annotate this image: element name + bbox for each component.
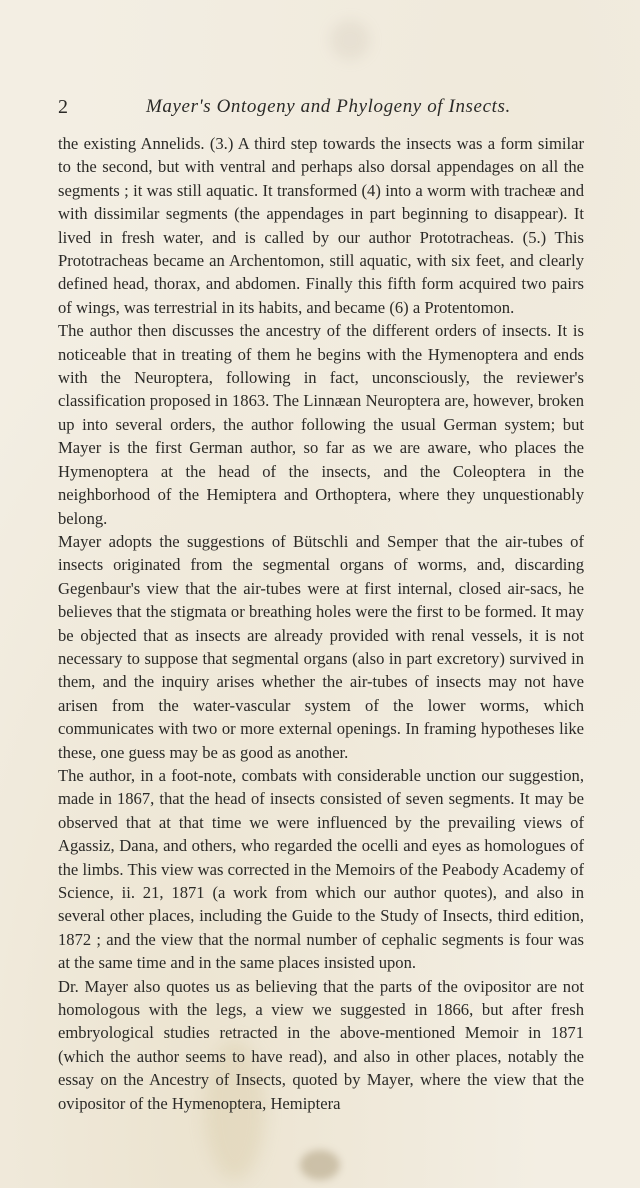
page-header bbox=[58, 96, 588, 120]
page-number: 2 bbox=[58, 96, 68, 118]
paragraph: the existing Annelids. (3.) A third step towards the insects was a form similar to the second, but with ventral and perhaps also dorsal appendages on all the segments ; it was still aquatic. It transformed (4) into a worm with tracheæ and with dissimilar segments (the appendages in part beginning to disappear). It lived in fresh water, and is called by our author Prototracheas. (5.) This Prototracheas became an Archentomon, still aquatic, with six feet, and clearly defined head, thorax, and abdomen. Finally this fifth form acquired two pairs of wings, was terrestrial in its habits, and became (6) a Protentomon. bbox=[58, 134, 584, 317]
paragraph: The author, in a foot-note, combats with considerable unction our suggestion, made in 1867, that the head of insects consisted of seven segments. It may be observed that at that time we were influenced by the prevailing views of Agassiz, Dana, and others, who regarded the ocelli and eyes as homologues of the limbs. This view was corrected in the Memoirs of the Peabody Academy of Science, ii. 21, 1871 (a work from which our author quotes), and also in several other places, including the Guide to the Study of Insects, third edition, 1872 ; and the view that the normal number of cephalic segments is four was at the same time and in the same places insisted upon. bbox=[58, 765, 584, 973]
paragraph: The author then discusses the ancestry of the different orders of insects. It is noticeable that in treating of them he begins with the Hymenoptera and ends with the Neuroptera, following in fact, unconsciously, the reviewer's classification proposed in 1863. The Linnæan Neuroptera are, however, broken up into several orders, the author following the usual German system; but Mayer is the first German author, so far as we are aware, who places the Hymenoptera at the head of the insects, and the Coleoptera in the neighborhood of the Hemiptera and Orthoptera, where they unquestionably belong. bbox=[58, 321, 584, 528]
paragraph: Mayer adopts the suggestions of Bütschli and Semper that the air-tubes of insects originated from the segmental organs of worms, and, discarding Gegenbaur's view that the air-tubes were at first internal, closed air-sacs, he believes that the stigmata or breathing holes were the first to be formed. It may be objected that as insects are already provided with renal vessels, it is not necessary to suppose that segmental organs (also in part excretory) survived in them, and the inquiry arises whether the air-tubes of insects may not have arisen from the water-vascular system of the lower worms, which communicates with two or more external openings. In framing hypotheses like these, one guess may be as good as another. bbox=[58, 531, 584, 762]
body-text bbox=[58, 132, 584, 1115]
paragraph: Dr. Mayer also quotes us as believing that the parts of the ovipositor are not homologous with the legs, a view we suggested in 1866, but after fresh embryological studies retracted in the above-mentioned Memoir in 1871 (which the author seems to have read), and also in other places, notably the essay on the Ancestry of Insects, quoted by Mayer, where the view that the ovipositor of the Hymenoptera, Hemiptera bbox=[58, 976, 584, 1113]
paper-stain bbox=[330, 20, 370, 60]
running-title: Mayer's Ontogeny and Phylogeny of Insects. bbox=[146, 96, 511, 117]
paper-stain bbox=[300, 1150, 340, 1180]
